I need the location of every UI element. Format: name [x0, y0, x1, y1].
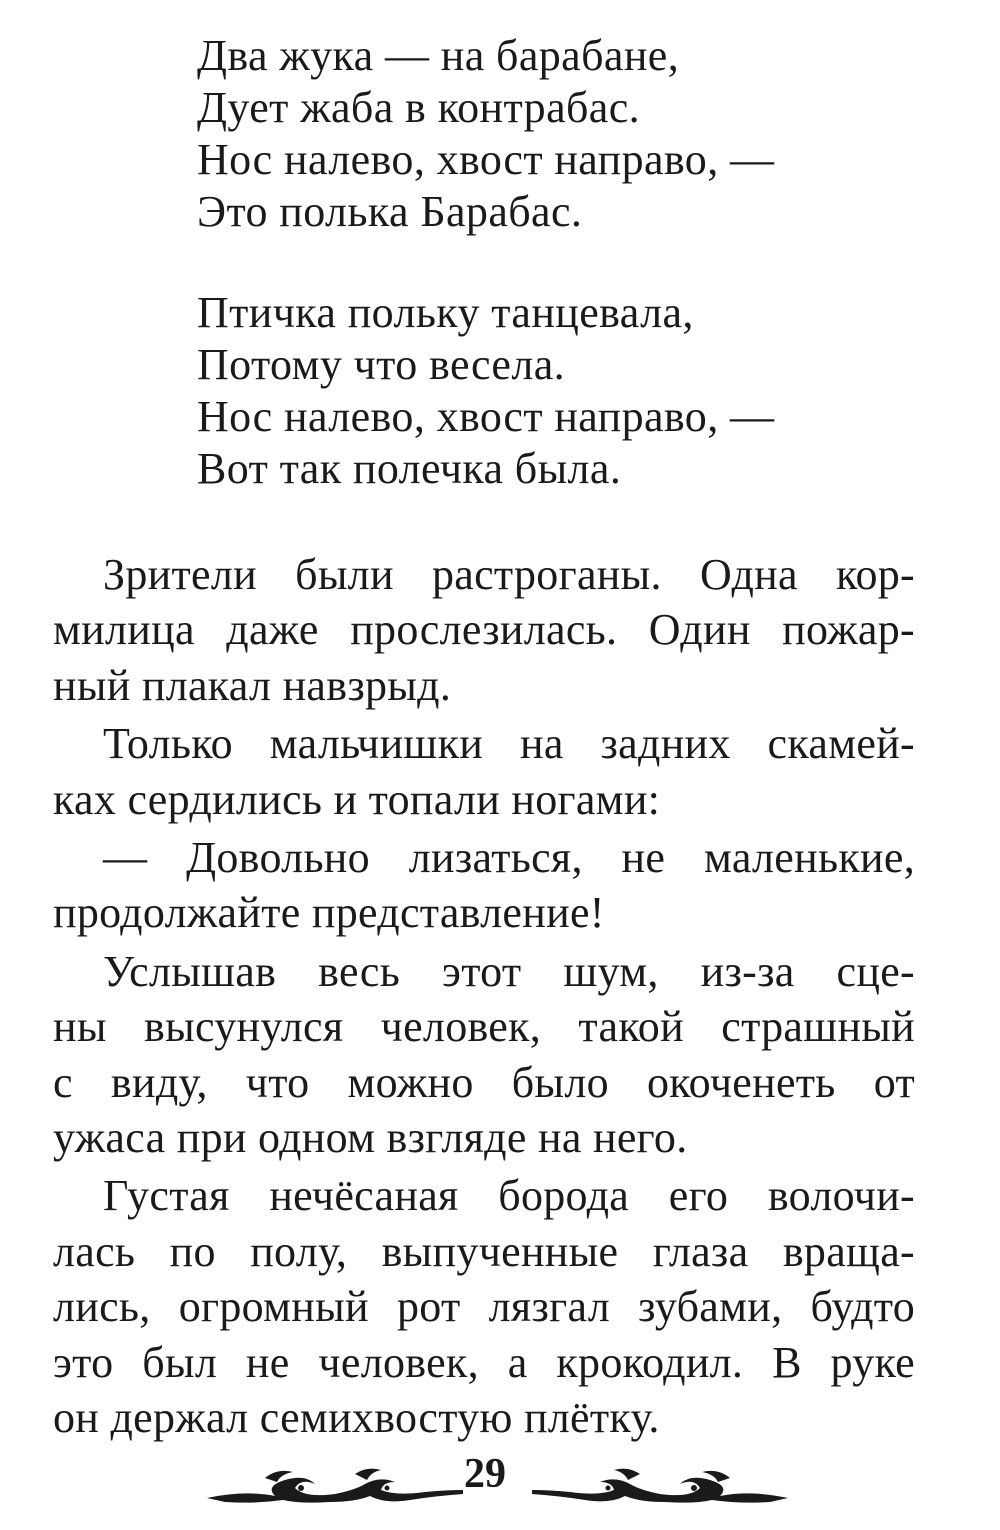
- text-line: Услышав весь этот шум, из-за сце-: [103, 946, 915, 996]
- poem-line: Потому что весела.: [197, 340, 566, 389]
- poem-line: Вот так полечка была.: [197, 444, 622, 493]
- poem-line: Это полька Барабас.: [197, 187, 583, 236]
- page-number: 29: [464, 1451, 506, 1497]
- text-line: ны высунулся человек, такой страшный: [53, 1002, 915, 1052]
- paragraph-5: [53, 1168, 915, 1445]
- text-line: лась по полу, выпученные глаза враща-: [53, 1226, 915, 1276]
- text-line: Зрители были растроганы. Одна кор-: [103, 550, 915, 599]
- poem-line: Два жука — на барабане,: [197, 31, 680, 80]
- text-line: продолжайте представление!: [53, 888, 605, 938]
- text-line: ужаса при одном взгляде на него.: [53, 1113, 688, 1163]
- text-line: лись, огромный рот лязгал зубами, будто: [53, 1282, 915, 1332]
- poem-line: Нос налево, хвост направо, —: [197, 135, 775, 184]
- text-line: он держал семихвостую плётку.: [53, 1393, 660, 1443]
- text-line: это был не человек, а крокодил. В руке: [53, 1337, 915, 1387]
- poem-line: Птичка польку танцевала,: [197, 288, 694, 337]
- text-line: милица даже прослезилась. Один пожар-: [53, 605, 915, 655]
- poem-line: Нос налево, хвост направо, —: [197, 392, 775, 441]
- paragraph-3: [53, 830, 915, 941]
- text-line: ках сердились и топали ногами:: [53, 774, 661, 824]
- text-line: ный плакал навзрыд.: [53, 660, 452, 710]
- paragraph-4: [53, 944, 915, 1166]
- paragraph-2: [53, 716, 915, 827]
- page-footer: [0, 1448, 1000, 1518]
- poem-stanza-2: [197, 287, 897, 495]
- text-line: Густая нечёсаная борода его волочи-: [103, 1171, 915, 1221]
- text-line: — Довольно лизаться, не маленькие,: [103, 833, 915, 883]
- text-line: Только мальчишки на задних скамей-: [103, 719, 915, 769]
- flourish-right-icon: [530, 1460, 790, 1510]
- text-line: с виду, что можно было окоченеть от: [53, 1057, 915, 1107]
- poem-line: Дует жаба в контрабас.: [197, 83, 641, 132]
- flourish-left-icon: [205, 1460, 465, 1510]
- poem-stanza-1: [197, 30, 897, 238]
- prose-body: [53, 547, 915, 1449]
- paragraph-1: [53, 547, 915, 713]
